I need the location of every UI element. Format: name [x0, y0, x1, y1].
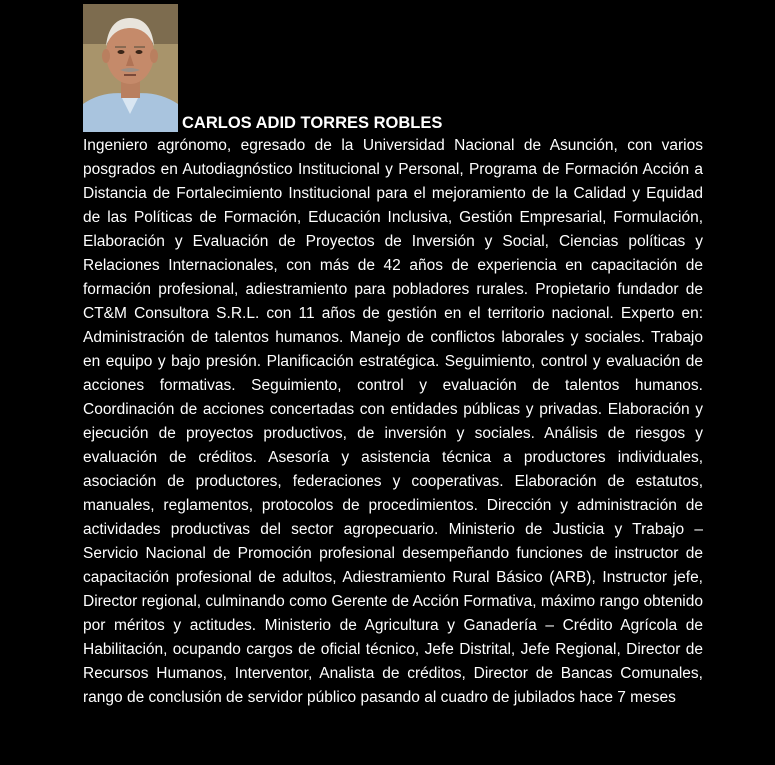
profile-card [83, 4, 705, 710]
portrait-illustration [83, 4, 178, 132]
person-name: CARLOS ADID TORRES ROBLES [182, 114, 443, 132]
header-row [83, 4, 705, 132]
biography-text: Ingeniero agrónomo, egresado de la Universidad Nacional de Asunción, con varios posgrados en Autodiagnóstico Institucional y Personal, Programa de Formación Acción a Distancia de Fortalecimiento Institucional para el mejoramiento de la Calidad y Equidad de las Políticas de Formación, Educación Inclusiva, Gestión Empresarial, Formulación, Elaboración y Evaluación de Proyectos de Inversión y Social, Ciencias políticas y Relaciones Internacionales, con más de 42 años de experiencia en capacitación de formación profesional, adiestramiento para pobladores rurales. Propietario fundador de CT&M Consultora S.R.L. con 11 años de gestión en el territorio nacional. Experto en: Administración de talentos humanos. Manejo de conflictos laborales y sociales. Trabajo en equipo y bajo presión. Planificación estratégica. Seguimiento, control y evaluación de acciones formativas. Seguimiento, control y evaluación de talentos humanos. Coordinación de acciones concertadas con entidades públicas y privadas. Elaboración y ejecución de proyectos productivos, de inversión y sociales. Análisis de riesgos y evaluación de créditos. Asesoría y asistencia técnica a productores individuales, asociación de productores, federaciones y cooperativas. Elaboración de estatutos, manuales, reglamentos, protocolos de procedimientos. Dirección y administración de actividades productivas del sector agropecuario. Ministerio de Justicia y Trabajo – Servicio Nacional de Promoción profesional desempeñando funciones de instructor de capacitación profesional de adultos, Adiestramiento Rural Básico (ARB), Instructor jefe, Director regional, culminando como Gerente de Acción Formativa, máximo rango obtenido por méritos y actitudes. Ministerio de Agricultura y Ganadería – Crédito Agrícola de Habilitación, ocupando cargos de oficial técnico, Jefe Distrital, Jefe Regional, Director de Recursos Humanos, Interventor, Analista de créditos, Director de Bancas Comunales, rango de conclusión de servidor público pasando al cuadro de jubilados hace 7 meses [83, 137, 703, 706]
portrait-photo [83, 4, 178, 132]
